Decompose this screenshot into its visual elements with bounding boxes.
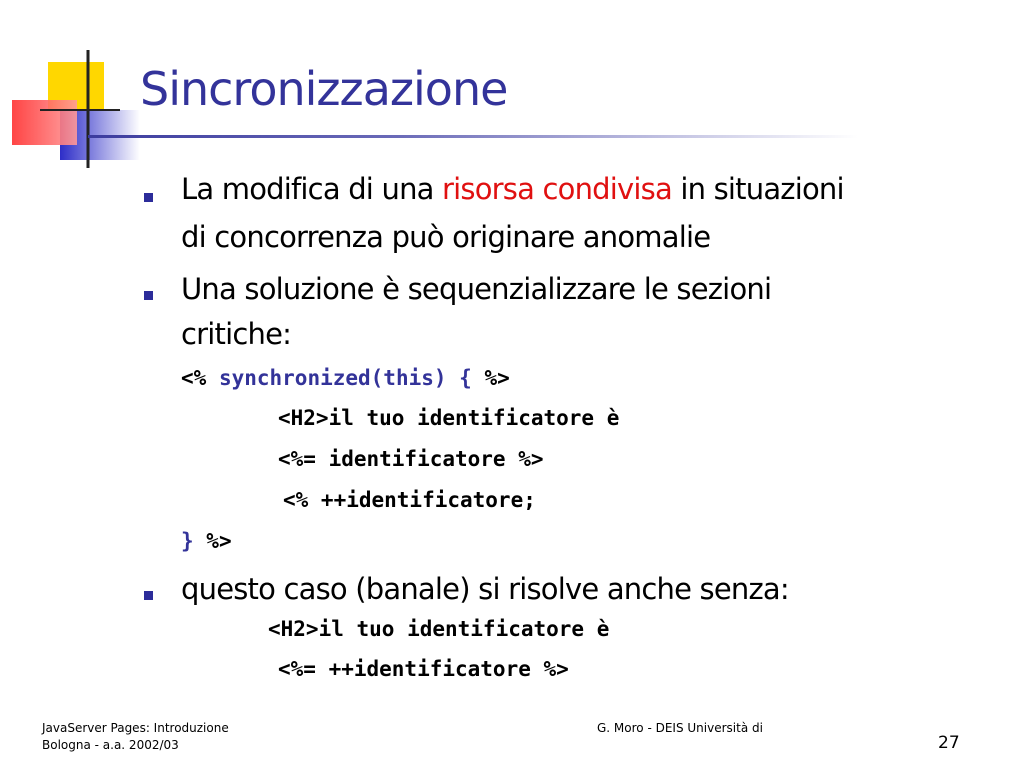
- code-closing-brace: }: [181, 529, 194, 553]
- bullet-1-text-post: in situazioni: [671, 172, 844, 206]
- code-synchronized-keyword: synchronized(this) {: [218, 366, 472, 390]
- footer-left: [42, 720, 229, 754]
- logo-red-square: [12, 100, 77, 145]
- bullet-marker-1: [144, 193, 153, 202]
- bullet-2-line-2: critiche:: [181, 317, 292, 351]
- page-number: 27: [938, 733, 960, 753]
- footer-location-year: Bologna - a.a. 2002/03: [42, 738, 179, 752]
- code-close-tag: %>: [471, 366, 510, 390]
- title-underline: [88, 135, 858, 138]
- code2-line-expression: <%= ++identificatore %>: [278, 657, 569, 681]
- code-line-expression: <%= identificatore %>: [278, 447, 544, 471]
- shared-resource-highlight: risorsa condivisa: [442, 172, 672, 206]
- bullet-3-line-1: questo caso (banale) si risolve anche senza:: [181, 572, 789, 606]
- code-line-close: [181, 529, 232, 553]
- code2-line-h2: <H2>il tuo identificatore è: [268, 617, 610, 641]
- footer-course-title: JavaServer Pages: Introduzione: [42, 721, 229, 735]
- bullet-1-text-pre: La modifica di una: [181, 172, 443, 206]
- bullet-marker-2: [144, 291, 153, 300]
- code-line-synchronized: [181, 366, 510, 390]
- bullet-1-line-1: [181, 168, 844, 210]
- template-logo: [0, 0, 150, 170]
- slide-title: Sincronizzazione: [140, 62, 508, 116]
- code-closing-tag: %>: [193, 529, 232, 553]
- code-line-increment: <% ++identificatore;: [283, 488, 536, 512]
- footer-author: G. Moro - DEIS Università di: [597, 721, 763, 735]
- bullet-1-line-2: di concorrenza può originare anomalie: [181, 220, 711, 254]
- bullet-marker-3: [144, 591, 153, 600]
- code-open-tag: <%: [181, 366, 219, 390]
- bullet-2-line-1: Una soluzione è sequenzializzare le sezioni: [181, 272, 772, 306]
- code-line-h2: <H2>il tuo identificatore è: [278, 406, 620, 430]
